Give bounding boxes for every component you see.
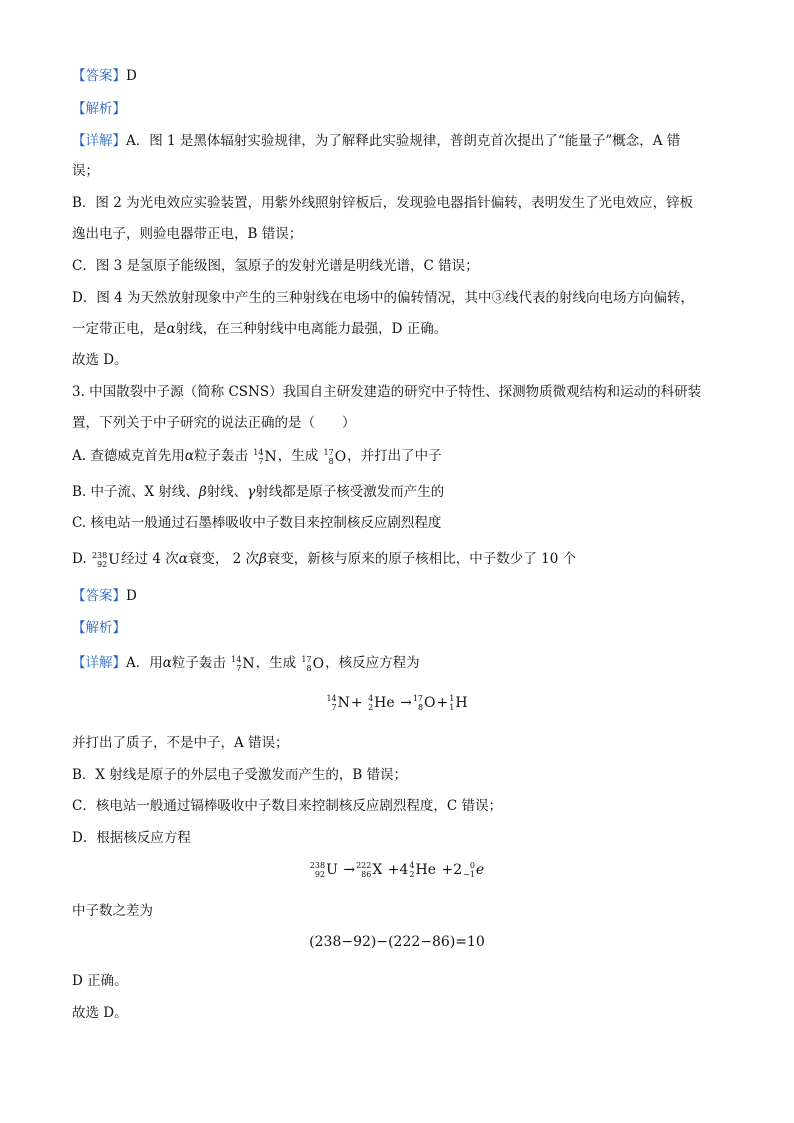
nuclear-equation-2: 238 92 U → 222 86 X +4 4 2 He +2 0 −1 e bbox=[309, 861, 485, 879]
answer-tag: 【答案】 bbox=[72, 588, 126, 604]
detail-q3-b-line: B．X 射线是原子的外层电子受激发而产生的，B 错误； bbox=[72, 767, 408, 783]
answer-line-q3 bbox=[72, 586, 137, 606]
answer-value: D bbox=[126, 68, 137, 84]
option-c: C. 核电站一般通过石墨棒吸收中子数目来控制核反应剧烈程度 bbox=[72, 515, 442, 531]
alpha-symbol: α bbox=[166, 321, 176, 337]
detail-q3-d-intro: D．根据核反应方程 bbox=[72, 830, 191, 846]
option-d: D. 238 92 U 经过 4 次α衰变， 2 次β衰变，新核与原来的原子核相比，中子数少了 10 个 bbox=[72, 550, 577, 569]
neutron-diff-equation: (238−92)−(222−86)=10 bbox=[309, 934, 485, 950]
detail-a-line2: 误； bbox=[72, 163, 99, 179]
detail-q3-d-result: D 正确。 bbox=[72, 973, 128, 989]
detail-b-line1: B．图 2 为光电效应实验装置，用紫外线照射锌板后，发现验电器指针偏转，表明发生了光电效应，锌板 bbox=[72, 195, 694, 211]
detail-q3-a-result: 并打出了质子，不是中子，A 错误； bbox=[72, 735, 289, 751]
analysis-tag-q3: 【解析】 bbox=[72, 620, 126, 636]
oxygen-isotope: 17 8 O bbox=[301, 654, 325, 673]
conclusion-q3: 故选 D。 bbox=[72, 1005, 128, 1021]
conclusion-q2: 故选 D。 bbox=[72, 352, 128, 368]
uranium-isotope: 238 92 U bbox=[91, 550, 121, 569]
question-3-stem-line2: 置，下列关于中子研究的说法正确的是（ ） bbox=[72, 415, 356, 431]
detail-c-line: C．图 3 是氢原子能级图，氢原子的发射光谱是明线光谱，C 错误； bbox=[72, 258, 479, 274]
detail-a-line1: 【详解】A．图 1 是黑体辐射实验规律，为了解释此实验规律，普朗克首次提出了“能量子”概念，A 错 bbox=[72, 133, 681, 149]
neutron-diff-label: 中子数之差为 bbox=[72, 903, 153, 919]
arrow-icon: → bbox=[400, 695, 412, 711]
option-a: A. 查德威克首先用α粒子轰击 14 7 N ，生成 17 8 O ，并打出了中子 bbox=[72, 447, 442, 466]
arrow-icon: → bbox=[343, 862, 356, 878]
detail-tag: 【详解】 bbox=[72, 133, 126, 149]
oxygen-isotope: 17 8 O bbox=[323, 447, 347, 466]
detail-d-line2: 一定带正电，是α射线，在三种射线中电离能力最强，D 正确。 bbox=[72, 321, 448, 337]
nuclear-equation-1: 14 7 N + 4 2 He → 17 8 O + 1 1 H bbox=[326, 694, 468, 712]
answer-line-q2 bbox=[72, 66, 137, 86]
question-3-stem-line1: 3. 中国散裂中子源（简称 CSNS）我国自主研发建造的研究中子特性、探测物质微观结构和运动的科研装 bbox=[72, 384, 702, 400]
detail-q3-c-line: C．核电站一般通过镉棒吸收中子数目来控制核反应剧烈程度，C 错误； bbox=[72, 798, 502, 814]
detail-q3-a-intro: 【详解】A．用α粒子轰击 14 7 N ，生成 17 8 O ，核反应方程为 bbox=[72, 654, 420, 673]
nitrogen-isotope: 14 7 N bbox=[253, 447, 277, 466]
answer-value: D bbox=[126, 588, 137, 604]
detail-tag: 【详解】 bbox=[72, 655, 126, 671]
answer-tag: 【答案】 bbox=[72, 68, 126, 84]
analysis-tag-q2: 【解析】 bbox=[72, 101, 126, 117]
detail-b-line2: 逸出电子，则验电器带正电，B 错误； bbox=[72, 226, 303, 242]
nitrogen-isotope: 14 7 N bbox=[231, 654, 255, 673]
detail-d-line1: D．图 4 为天然放射现象中产生的三种射线在电场中的偏转情况，其中③线代表的射线向电场方向偏转， bbox=[72, 290, 694, 306]
option-b: B. 中子流、X 射线、β射线、γ射线都是原子核受激发而产生的 bbox=[72, 484, 445, 500]
